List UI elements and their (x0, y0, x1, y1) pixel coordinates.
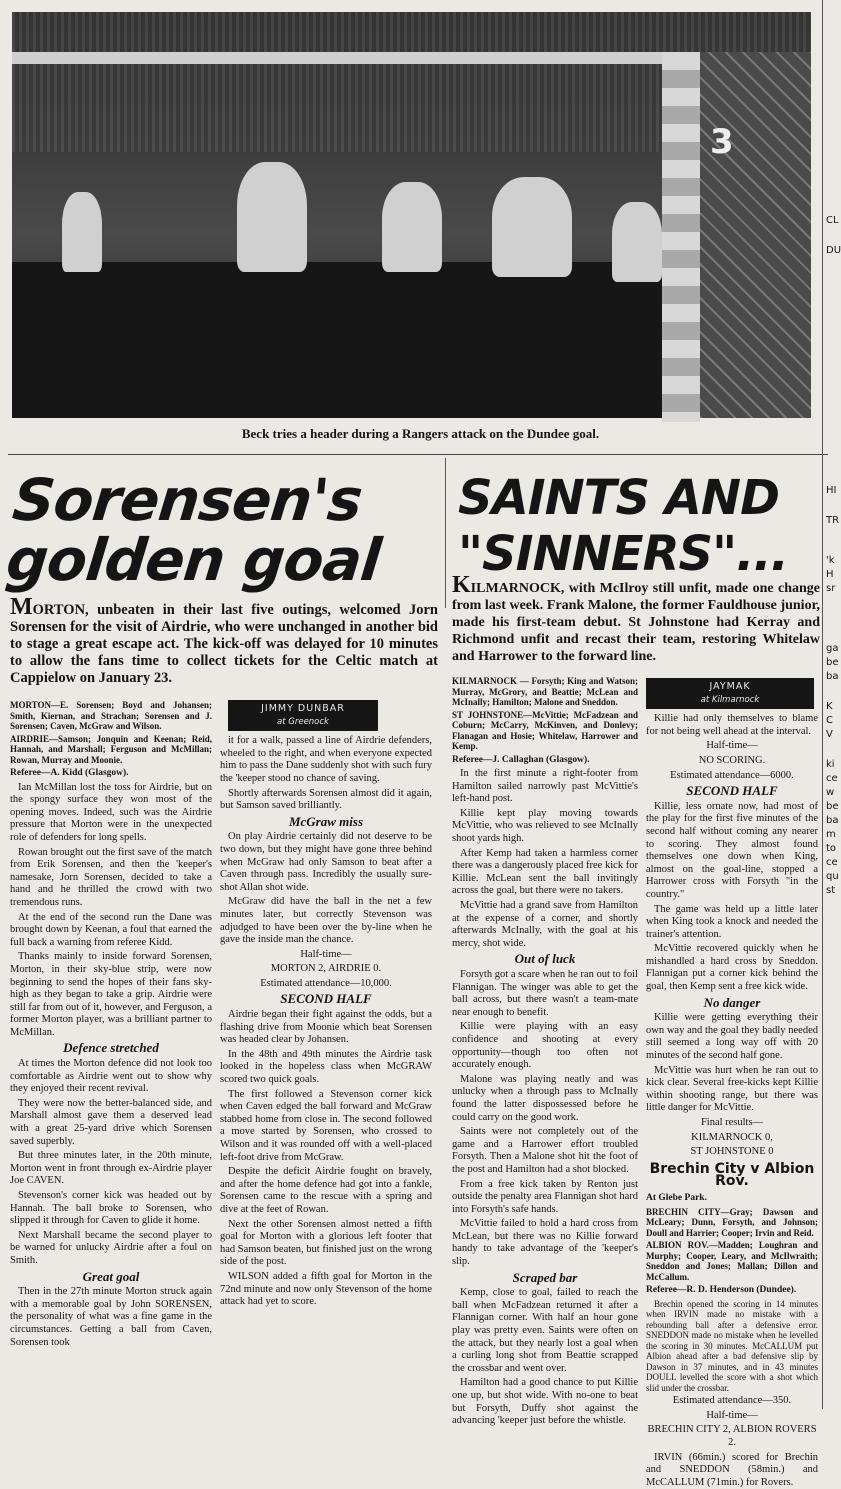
paragraph: They were now the better-balanced side, and Marshall almost gave them a deserved lead with a great 25-yard drive which Sorensen saved superbly. (10, 1097, 212, 1147)
right-headline (458, 470, 828, 582)
edge-fragment: be (826, 801, 839, 812)
player-figure (492, 177, 572, 277)
byline-box (646, 678, 814, 709)
paragraph: McGraw did have the ball in the net a few minutes later, but correctly Stevenson was adjudged to have been over the by-line when he gave the inside man the chance. (220, 896, 432, 946)
team-list-brechin: BRECHIN CITY—Gray; Dawson and McLeary; Dunn, Forsyth, and Johnson; Doull and Harrier; Cooper; Irvin and Reid. (646, 1206, 818, 1238)
player-figure (62, 192, 102, 272)
edge-fragment: V (826, 729, 833, 740)
goal-net (700, 52, 811, 418)
subheading: No danger (703, 994, 761, 1010)
halftime-label: Half-time— (706, 1409, 758, 1421)
edge-fragment: qu (826, 871, 839, 882)
paragraph: McVittie failed to hold a hard cross from McLean, but there was no Killie forward handy to take advantage of the 'keeper's slip. (452, 1218, 638, 1268)
edge-fragment: m (826, 829, 836, 840)
paragraph: After Kemp had taken a harmless corner there was a dangerously placed free kick for Killie. McLean sent the ball invitingly across the goal, but there were no takers. (452, 847, 638, 897)
team-list-st-johnstone: ST JOHNSTONE—McVittie; McFadzean and Coburn; McCarry, McKinven, and Donlevy; Flanagan and Hosie; Whitelaw, Harrower and Kemp. (452, 709, 638, 751)
left-story-col2 (220, 700, 432, 1400)
subheading: Great goal (82, 1268, 140, 1284)
byline-location: at Greenock (277, 716, 329, 727)
left-intro (10, 594, 438, 687)
player-figure (237, 162, 307, 272)
paragraph: Stevenson's corner kick was headed out by Hannah. The ball broke to Sorensen, who slipped it through for Caven to glide it home. (10, 1190, 212, 1227)
paragraph: McVittie recovered quickly when he mishandled a hard cross by Sneddon. Flannigan put a corner kick behind the goal, then Kemp sent a free kick wide. (646, 943, 818, 993)
referee: Referee—R. D. Henderson (Dundee). (646, 1285, 797, 1296)
edge-fragment: ce (826, 857, 838, 868)
paragraph: In the first minute a right-footer from Hamilton sailed narrowly past McVittie's left-hand post. (452, 768, 638, 805)
column-divider (822, 0, 823, 1409)
paragraph: But three minutes later, in the 20th minute, Morton went in front through ex-Airdrie player Joe CAVEN. (10, 1150, 212, 1187)
subheading: Defence stretched (63, 1040, 159, 1056)
paragraph: At the end of the second run the Dane was brought down by Keenan, a foul that earned the full back a warning from referee Kidd. (10, 911, 212, 948)
edge-fragment: 'k (826, 555, 835, 566)
paragraph: it for a walk, passed a line of Airdrie defenders, wheeled to the right, and when everyone expected him to pass the Dane suddenly shot with such fury the 'keeper stood no chance of saving. (220, 735, 433, 784)
team-list-albion: ALBION ROV.—Madden; Loughran and Murphy; Cooper, Leary, and McIlwraith; Sneddon and Jones; Mallan; Dillon and McCallum. (646, 1240, 818, 1282)
right-story-col1 (452, 676, 638, 1427)
right-story-col2 (646, 678, 818, 1488)
crossbar (12, 52, 702, 64)
left-story-col1 (10, 700, 212, 1400)
attendance: Estimated attendance—350. (672, 1395, 792, 1407)
attendance: Estimated attendance—10,000. (260, 977, 392, 989)
paragraph: Next Marshall became the second player to be warned for unlucky Airdrie after a foul on Smith. (10, 1229, 212, 1266)
left-headline-line1: Sorensen's (9, 466, 366, 534)
paragraph: Malone was playing neatly and was unlucky when a through pass to McInally found the latter dispossessed before he could carry on the good work. (452, 1073, 638, 1123)
paragraph: The game was held up a little later when King took a knock and needed the trainer's attention. (646, 903, 818, 940)
halftime-label: Half-time— (706, 740, 758, 752)
photo-number: 3 (710, 122, 734, 162)
paragraph: In the 48th and 49th minutes the Airdrie task looked in the hopeless class when McGRAW scored two quick goals. (220, 1048, 432, 1086)
edge-fragment: ga (826, 643, 839, 654)
edge-fragment: ba (826, 815, 839, 826)
paragraph: Brechin opened the scoring in 14 minutes when IRVIN made no mistake with a rebounding ball after a defensive error. SNEDDON made no mistake when he levelled the scoring in 30 minutes. McCALLUM put Albion ahead after a bad defensive slip by Dawson in 37 minutes, and in 43 minutes DOULL levelled the score with a shot which slid under the crossbar. (646, 1298, 818, 1393)
subheading: Out of luck (514, 951, 576, 967)
edge-fragment: H (826, 569, 834, 580)
final-label: Final results— (700, 1117, 764, 1128)
goalpost (662, 52, 700, 422)
paragraph: Killie were getting everything their own way and the goal they badly needed still seemed a long way off with 20 minutes of the second half gone. (646, 1012, 818, 1062)
byline-location: at Kilmarnock (700, 694, 760, 705)
brechin-scorers: IRVIN (66min.) scored for Brechin and SNEDDON (58min.) and McCALLUM (71min.) for Rovers. (646, 1451, 818, 1488)
attendance: Estimated attendance—6000. (670, 769, 794, 781)
right-headline-line1: SAINTS AND (458, 470, 779, 526)
edge-fragment: sr (826, 583, 836, 594)
paragraph: Airdrie began their fight against the odds, but a flashing drive from Moonie which beat Sorensen was headed clear by Johansen. (220, 1009, 432, 1046)
subheading: McGraw miss (288, 813, 364, 829)
paragraph: Killie had only themselves to blame for not being well ahead at the interval. (646, 713, 818, 737)
paragraph: Killie kept play moving towards McVittie, who was relieved to see McInally shoot yards high. (452, 807, 638, 845)
player-figure (612, 202, 662, 282)
paragraph: Rowan brought out the first save of the match from Erik Sorensen, and then the 'keeper's namesake, Jorn Sorensen, decided to take a hand and he thrilled the crowd with two tremendous runs. (10, 846, 212, 908)
brechin-heading: Brechin City v Albion Rov. (649, 1160, 815, 1190)
left-intro-text: ORTON, unbeaten in their last five outings, welcomed Jorn Sorensen for the visit of Airdrie, who were unchanged in another bid to stage a great escape act. The kick-off was delayed for 10 minutes to allow the fans time to collect tickets for the Celtic match at Cappielow on January 23. (10, 602, 438, 686)
paragraph: Kemp, close to goal, failed to reach the ball when McFadzean returned it after a Flannigan corner. With half an hour gone play was pretty even. Saints were often on the attack, but they nearly lost a goal when a curling long shot from Beattie scrapped the crossbar and went over. (452, 1287, 638, 1374)
paragraph: Ian McMillan lost the toss for Airdrie, but on the spongy surface they won most of the opening moves. Indeed, such was the Airdrie pressure that Morton were in the unexpected role of defenders for long spells. (10, 781, 212, 843)
paragraph: Killie were playing with an easy confidence and shooting at every opportunity—though too often not accurately enough. (452, 1021, 638, 1071)
brechin-venue: At Glebe Park. (646, 1192, 707, 1203)
match-photo (12, 12, 811, 418)
paragraph: Next the other Sorensen almost netted a fifth goal for Morton with a glorious left footer that had Samson beaten, but finished just on the wrong side of the post. (220, 1218, 433, 1268)
brechin-score: BRECHIN CITY 2, ALBION ROVERS 2. (647, 1424, 817, 1448)
edge-fragment: CL (826, 215, 839, 226)
halftime-score: MORTON 2, AIRDRIE 0. (270, 963, 382, 975)
right-intro-dropcap: K (452, 572, 471, 598)
left-headline (3, 466, 437, 594)
left-intro-dropcap: M (10, 594, 33, 620)
right-intro-text: ILMARNOCK, with McIlroy still unfit, made one change from last week. Frank Malone, the former Fauldhouse junior, made his first-team debut. St Johnstone had Kerray and Richmond unfit and recast their team, restoring Whitelaw and Harrower to the forward line. (452, 581, 820, 664)
edge-fragment: ba (826, 671, 839, 682)
divider (8, 454, 828, 455)
subheading: Scraped bar (512, 1269, 578, 1285)
column-divider (445, 458, 446, 608)
edge-fragment: ki (826, 759, 835, 770)
paragraph: McVittie was hurt when he ran out to kick clear. Several free-kicks kept Killie within shooting range, but there was little danger for McVittie. (646, 1064, 818, 1114)
paragraph: Then in the 27th minute Morton struck again with a memorable goal by John SORENSEN, the personality of what was a fine game in the circumstances. Getting a ball from Caven, Sorensen took (10, 1286, 212, 1348)
paragraph: The first followed a Stevenson corner kick when Caven edged the ball forward and McGraw stabbed home from close in. The second followed a move started by Sorensen, who crossed to Wilson and it was rounded off with a well-placed left-foot drive from McGraw. (220, 1088, 432, 1163)
edge-fragment: to (826, 843, 837, 854)
paragraph: Shortly afterwards Sorensen almost did it again, but Samson saved brilliantly. (220, 787, 432, 812)
photo-caption: Beck tries a header during a Rangers attack on the Dundee goal. (241, 426, 600, 441)
edge-fragment: w (826, 787, 835, 798)
referee: Referee—J. Callaghan (Glasgow). (452, 754, 590, 765)
byline-box (228, 700, 378, 731)
player-figure (382, 182, 442, 272)
paragraph: On play Airdrie certainly did not deserve to be two down, but they might have gone three behind when McGraw had only Samson to beat after a Caven through pass. Incredibly the usually sure-shot Allan shot wide. (220, 831, 432, 893)
byline-name: JIMMY DUNBAR (261, 703, 345, 714)
paragraph: McVittie had a grand save from Hamilton at the expense of a corner, and shortly afterwards McInally, with the goal at his mercy, shot wide. (452, 900, 638, 949)
edge-fragment: HI (826, 485, 837, 496)
edge-fragment: ce (826, 773, 838, 784)
edge-fragment: be (826, 657, 839, 668)
team-list-kilmarnock: KILMARNOCK — Forsyth; King and Watson; Murray, McGrory, and Beattie; McLean and McInally; Hamilton; Malone and Sneddon. (452, 676, 638, 707)
paragraph: Killie, less ornate now, had most of the play for the first five minutes of the second half without coming any nearer to scoring. They almost found themselves one down when King, almost on the goal-line, stopped a Harrower cross with Forsyth "in the country." (646, 800, 818, 900)
right-intro (452, 572, 820, 665)
referee: Referee—A. Kidd (Glasgow). (10, 768, 129, 778)
paragraph: Forsyth got a scare when he ran out to foil Flannigan. The winger was able to get the ball across, but there wasn't a team-mate near enough to benefit. (452, 969, 638, 1018)
halftime-label: Half-time— (300, 948, 352, 960)
edge-fragment: st (826, 885, 836, 896)
final-score: ST JOHNSTONE 0 (690, 1146, 774, 1158)
edge-fragment: TR (826, 515, 840, 526)
paragraph: Despite the deficit Airdrie fought on bravely, and after the home defence had got into a fankle, Sorensen came to the rescue with a spring and dive at the feet of Rowan. (220, 1166, 432, 1215)
paragraph: Thanks mainly to inside forward Sorensen, Morton, in their sky-blue strip, were now beginning to send the hopes of their fans sky-high as they began to take a grip. Airdrie were still far from out of it, however, and Ferguson, a former Morton player, was a brilliant partner to McMillan. (10, 951, 212, 1038)
paragraph: At times the Morton defence did not look too comfortable as Airdrie went out to show why they enjoyed their recent revival. (10, 1058, 212, 1095)
edge-fragment: C (826, 715, 833, 726)
subheading: SECOND HALF (280, 991, 372, 1007)
edge-column (826, 215, 841, 899)
paragraph: From a free kick taken by Renton just outside the penalty area Flannigan shot hard into Forsyth's safe hands. (452, 1178, 638, 1215)
team-list-morton: MORTON—E. Sorensen; Boyd and Johansen; Smith, Kiernan, and Strachan; Sorensen and J. Sorensen; Caven, McGraw and Wilson. (10, 700, 212, 731)
edge-fragment: K (826, 701, 833, 712)
final-score: KILMARNOCK 0, (691, 1131, 773, 1143)
team-list-airdrie: AIRDRIE—Samson; Jonquin and Keenan; Reid, Hannah, and Marshall; Ferguson and McMillan; Rowan, Murray and Moonie. (10, 733, 212, 765)
subheading: SECOND HALF (686, 783, 778, 799)
byline-name: JAYMAK (709, 681, 751, 692)
edge-fragment: DU (826, 245, 841, 256)
paragraph: WILSON added a fifth goal for Morton in the 72nd minute and now only Stevenson of the home attack had yet to score. (220, 1270, 432, 1308)
left-headline-line2: golden goal (3, 526, 384, 594)
halftime-score: NO SCORING. (698, 754, 766, 766)
paragraph: Saints were not completely out of the game and a Harrower effort troubled Forsyth. Then a Malone shot hit the foot of the post and Hamilton had a shot blocked. (452, 1126, 638, 1175)
paragraph: Hamilton had a good chance to put Killie one up, but shot wide. With no-one to beat but Forsyth, Duffy shot against the advancing 'keeper just before the whistle. (452, 1377, 638, 1427)
right-headline-line2: "SINNERS"... (458, 526, 788, 582)
